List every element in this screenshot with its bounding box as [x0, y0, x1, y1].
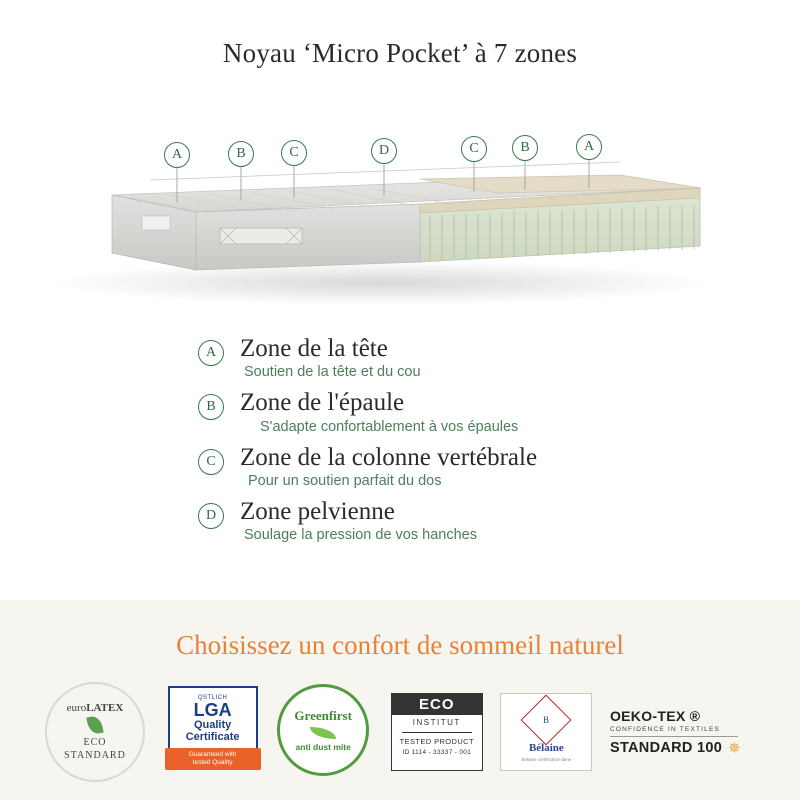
legend-badge-label: C: [206, 453, 216, 469]
oeko-divider: [610, 736, 738, 737]
lga-certificate: Certificate: [185, 731, 240, 743]
legend-subtitle-c: Pour un soutien parfait du dos: [248, 472, 442, 489]
lga-ribbon: [165, 748, 261, 770]
zone-marker-d: [371, 138, 397, 164]
eco-id: ID 1114 - 33337 - 001: [402, 749, 472, 756]
band-headline: Choisissez un confort de sommeil naturel: [176, 630, 624, 660]
legend-badge-b: [198, 394, 224, 420]
greenfirst-name: Greenfirst: [294, 708, 352, 723]
legend-subtitle-d: Soulage la pression de vos hanches: [244, 527, 477, 543]
sun-icon: ✵: [728, 739, 741, 757]
oeko-tex-logo: [610, 702, 760, 762]
eco-institut-text: INSTITUT: [412, 718, 461, 727]
certification-band: [0, 600, 800, 800]
zone-legend: [198, 336, 718, 553]
lga-top-text: QSTLICH: [197, 694, 228, 701]
legend-item-a: [198, 336, 718, 380]
legend-title-b: Zone de l'épaule: [240, 389, 405, 417]
certification-logo-row: [40, 682, 760, 782]
legend-badge-label: A: [205, 345, 217, 360]
zone-marker-label: B: [520, 140, 530, 155]
eurolatex-latex: LATEX: [86, 702, 124, 714]
eco-divider: [402, 732, 472, 733]
oeko-standard: STANDARD 100: [609, 740, 723, 756]
oeko-title: OEKO-TEX ®: [609, 708, 701, 724]
eurolatex-eco: ECO: [83, 737, 107, 748]
eurolatex-standard: STANDARD: [64, 750, 126, 761]
zone-marker-label: A: [171, 147, 183, 162]
legend-item-c: [198, 445, 718, 489]
zone-marker-label: A: [583, 139, 595, 154]
legend-badge-label: B: [206, 399, 216, 415]
zone-marker-c-1: [281, 140, 307, 166]
greenfirst-circle: [277, 684, 369, 776]
brand-tag: [142, 216, 170, 230]
legend-title-d: Zone pelvienne: [240, 497, 395, 525]
legend-badge-c: [198, 449, 224, 475]
lga-brand: LGA: [193, 699, 232, 720]
eurolatex-wordmark: [67, 702, 124, 714]
lga-ribbon-line1: Guaranteed with: [188, 751, 237, 758]
eurolatex-circle: [45, 682, 145, 782]
zone-marker-label: D: [378, 143, 390, 158]
zone-marker-label: B: [236, 146, 246, 161]
legend-title-c: Zone de la colonne vertébrale: [240, 443, 538, 471]
belaine-diamond-icon: [521, 695, 572, 746]
eco-head: ECO: [392, 694, 482, 715]
oeko-subtitle: CONFIDENCE IN TEXTILES: [609, 726, 721, 733]
eco-institut-logo: [391, 693, 483, 771]
leaf-icon: [86, 715, 103, 736]
page-title: Noyau ‘Micro Pocket’ à 7 zones: [222, 38, 578, 68]
lga-ribbon-line2: tested Quality: [192, 759, 233, 767]
mattress-svg: [0, 120, 800, 320]
zone-marker-a-2: [576, 134, 602, 160]
zone-marker-c-2: [461, 136, 487, 162]
belaine-name: Bélaine: [528, 742, 564, 754]
belaine-tagline: Belaine certification laine: [521, 757, 572, 762]
belaine-letter: B: [543, 714, 550, 725]
mattress-shadow: [50, 261, 710, 305]
lga-logo: [168, 686, 260, 778]
greenfirst-logo: [277, 684, 373, 780]
mattress-handle: [220, 228, 302, 244]
belaine-logo: [500, 693, 592, 771]
eurolatex-logo: [40, 682, 150, 782]
mattress-cutaway-illustration: [0, 120, 800, 320]
legend-item-d: [198, 499, 718, 543]
zone-marker-b-2: [512, 135, 538, 161]
legend-badge-d: [198, 503, 224, 529]
eurolatex-euro: euro: [66, 702, 87, 714]
zone-marker-b-1: [228, 141, 254, 167]
eurolatex-standard-text: [64, 736, 126, 762]
legend-subtitle-b: S'adapte confortablement à vos épaules: [260, 418, 519, 435]
zone-marker-label: C: [469, 141, 479, 156]
lga-quality: Quality: [193, 718, 232, 731]
legend-item-b: [198, 390, 718, 434]
oeko-standard-row: [610, 740, 760, 756]
legend-title-a: Zone de la tête: [240, 335, 388, 362]
zone-marker-label: C: [289, 145, 299, 160]
legend-badge-label: D: [205, 507, 217, 523]
eco-tested-product: TESTED PRODUCT: [399, 737, 474, 746]
zone-marker-a-1: [164, 142, 190, 168]
greenfirst-subtitle: anti dust mite: [295, 742, 351, 752]
lga-box: [168, 686, 258, 752]
legend-subtitle-a: Soutien de la tête et du cou: [244, 364, 421, 381]
leaf-icon: [310, 727, 336, 739]
legend-badge-a: [198, 340, 224, 366]
